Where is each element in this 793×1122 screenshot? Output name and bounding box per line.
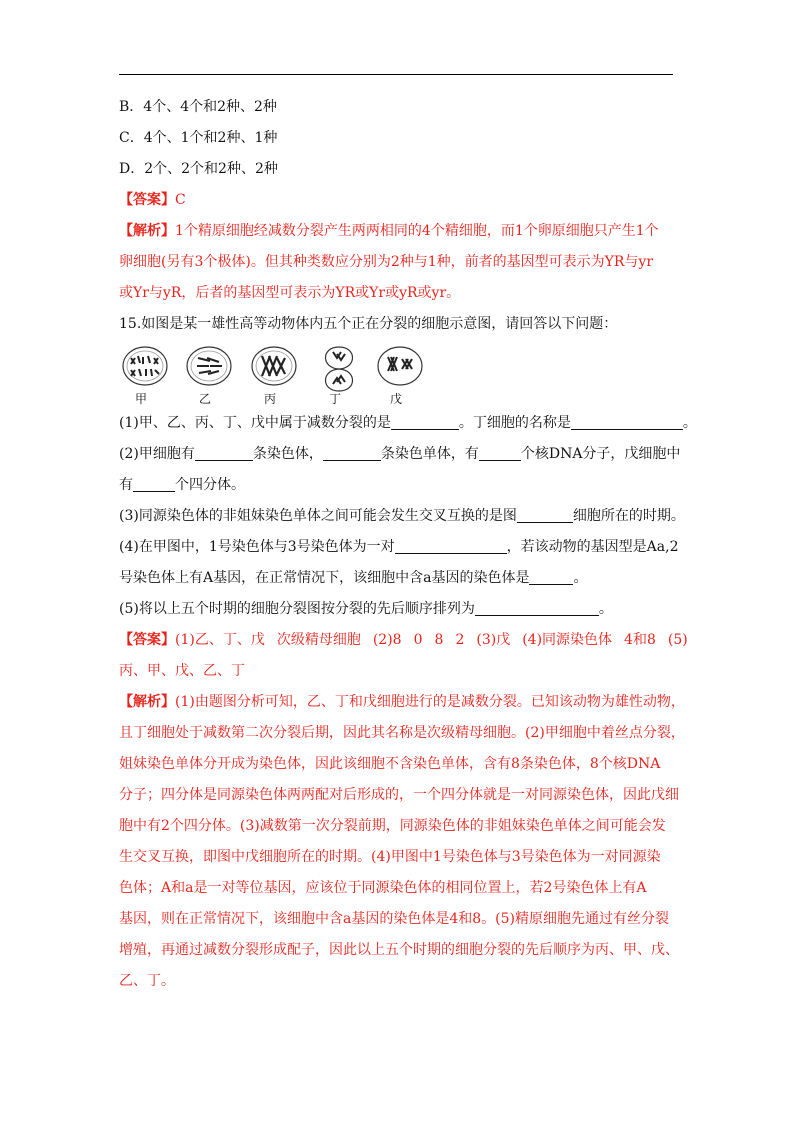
answer-blank[interactable] (395, 537, 507, 554)
analysis-text: 1个精原细胞经减数分裂产生两两相同的4个精细胞，而1个卵原细胞只产生1个 (175, 223, 659, 239)
answer-part: 0 (413, 632, 423, 648)
q15-sub1 (119, 408, 697, 439)
answer-blank[interactable] (475, 599, 599, 616)
cell-label: 戊 (389, 392, 402, 406)
analysis-tag: 【解析】 (119, 694, 175, 710)
q14-answer (119, 185, 675, 216)
question-text: 条染色单体，有 (380, 446, 479, 462)
analysis-tag: 【解析】 (119, 223, 175, 239)
answer-blank[interactable] (571, 413, 683, 430)
question-text: 。 (682, 415, 697, 431)
question-text: 。 (573, 570, 588, 586)
question-text: ，若该动物的基因型是Aa,2 (506, 539, 679, 555)
q15-sub2-cont (119, 470, 675, 501)
option-d (119, 154, 675, 185)
question-text: (2)甲细胞有 (119, 446, 195, 462)
question-text: 个四分体。 (175, 477, 245, 493)
q15-analysis-line: 增殖，再通过减数分裂形成配子，因此以上五个时期的细胞分裂的先后顺序为丙、甲、戊、 (119, 942, 679, 958)
cell-wu (376, 344, 432, 406)
answer-blank[interactable] (323, 444, 381, 461)
question-text: 细胞所在的时期。 (572, 508, 685, 524)
question-text: 。 (598, 601, 613, 617)
q15-analysis-line: 姐妹染色单体分开成为染色体，因此该细胞不含染色单体，含有8条染色体，8个核DNA (119, 756, 661, 772)
question-text: (5)将以上五个时期的细胞分裂图按分裂的先后顺序排列为 (119, 601, 475, 617)
cell-diagrams (119, 344, 675, 408)
q14-analysis-line: 或Yr与yR，后者的基因型可表示为YR或Yr或yR或yr。 (119, 285, 461, 301)
question-text: 号染色体上有A基因，在正常情况下，该细胞中含a基因的染色体是 (119, 570, 530, 586)
answer-part: (4)同源染色体 (522, 632, 613, 648)
cell-bing (250, 344, 306, 406)
q15-answer (119, 625, 688, 656)
q15-sub5 (119, 594, 675, 625)
question-text: 有 (119, 477, 133, 493)
answer-part: 2 (455, 632, 465, 648)
option-text: 4个、4个和2种、2种 (143, 99, 277, 115)
cell-wu-drawing (376, 344, 424, 390)
q14-analysis-line (119, 216, 675, 247)
q15-analysis-line: 乙、丁。 (119, 973, 175, 989)
answer-part: 4和8 (624, 632, 656, 648)
q15-analysis-line: 胞中有2个四分体。(3)减数第一次分裂前期，同源染色体的非姐妹染色单体之间可能会发 (119, 818, 666, 834)
q15-sub2 (119, 439, 681, 470)
q15-analysis-line (119, 687, 685, 718)
question-text: 个核DNA分子，戊细胞中 (520, 446, 681, 462)
cell-yi-drawing (185, 344, 233, 390)
q15-analysis-line: 且丁细胞处于减数第二次分裂后期，因此其名称是次级精母细胞。(2)甲细胞中着丝点分裂， (119, 725, 685, 741)
option-c (119, 123, 675, 154)
cell-ding-drawing (315, 344, 363, 394)
answer-part: (1)乙、丁、戊 (175, 632, 265, 648)
q15-sub4 (119, 532, 679, 563)
answer-part: (5) (667, 632, 688, 648)
option-b (119, 92, 675, 123)
q15-answer-cont: 丙、甲、戊、乙、丁 (119, 663, 245, 679)
header-rule (119, 74, 673, 75)
cell-label: 乙 (198, 392, 211, 406)
answer-blank[interactable] (479, 444, 521, 461)
option-text: 4个、1个和2种、1种 (143, 130, 278, 146)
q15-analysis-line: 基因，则在正常情况下，该细胞中含a基因的染色体是4和8。(5)精原细胞先通过有丝分裂 (119, 911, 669, 927)
answer-part: (2)8 (372, 632, 402, 648)
cell-bing-drawing (250, 344, 298, 390)
cell-yi (185, 344, 241, 406)
cell-jia (121, 344, 177, 406)
analysis-text: (1)由题图分析可知，乙、丁和戊细胞进行的是减数分裂。已知该动物为雄性动物， (175, 694, 685, 710)
question-text: (4)在甲图中，1号染色体与3号染色体为一对 (119, 539, 395, 555)
cell-label: 丁 (328, 392, 341, 406)
option-letter: D． (119, 161, 145, 177)
cell-ding (315, 344, 371, 406)
q15-analysis-line: 分子；四分体是同源染色体两两配对后形成的，一个四分体就是一对同源染色体，因此戊细 (119, 787, 679, 803)
answer-part: 8 (434, 632, 444, 648)
q15-sub4-cont (119, 563, 675, 594)
cell-jia-drawing (121, 344, 169, 390)
q14-analysis-line: 卵细胞(另有3个极体)。但其种类数应分别为2种与1种，前者的基因型可表示为YR与yr (119, 254, 654, 270)
answer-part: (3)戊 (476, 632, 511, 648)
answer-value: C (175, 192, 186, 208)
answer-tag: 【答案】 (119, 632, 175, 648)
answer-blank[interactable] (195, 444, 253, 461)
question-text: 条染色体， (252, 446, 323, 462)
answer-blank[interactable] (529, 568, 573, 585)
answer-blank[interactable] (133, 475, 175, 492)
answer-blank[interactable] (517, 506, 573, 523)
question-text: (1)甲、乙、丙、丁、戊中属于减数分裂的是 (119, 415, 391, 431)
cell-label: 甲 (134, 392, 147, 406)
q15-stem: 15.如图是某一雄性高等动物体内五个正在分裂的细胞示意图，请回答以下问题： (119, 316, 618, 332)
answer-tag: 【答案】 (119, 192, 175, 208)
question-text: 。丁细胞的名称是 (458, 415, 571, 431)
answer-part: 次级精母细胞 (276, 632, 361, 648)
question-text: (3)同源染色体的非姐妹染色单体之间可能会发生交叉互换的是图 (119, 508, 517, 524)
option-text: 2个、2个和2种、2种 (144, 161, 278, 177)
option-letter: C． (119, 130, 144, 146)
q15-sub3 (119, 501, 685, 532)
q15-analysis-line: 生交叉互换，即图中戊细胞所在的时期。(4)甲图中1号染色体与3号染色体为一对同源染 (119, 849, 661, 865)
answer-blank[interactable] (391, 413, 459, 430)
option-letter: B． (119, 99, 144, 115)
document-page (119, 92, 697, 997)
q15-analysis-line: 色体；A和a是一对等位基因，应该位于同源染色体的相同位置上，若2号染色体上有A (119, 880, 647, 896)
cell-label: 丙 (263, 392, 276, 406)
